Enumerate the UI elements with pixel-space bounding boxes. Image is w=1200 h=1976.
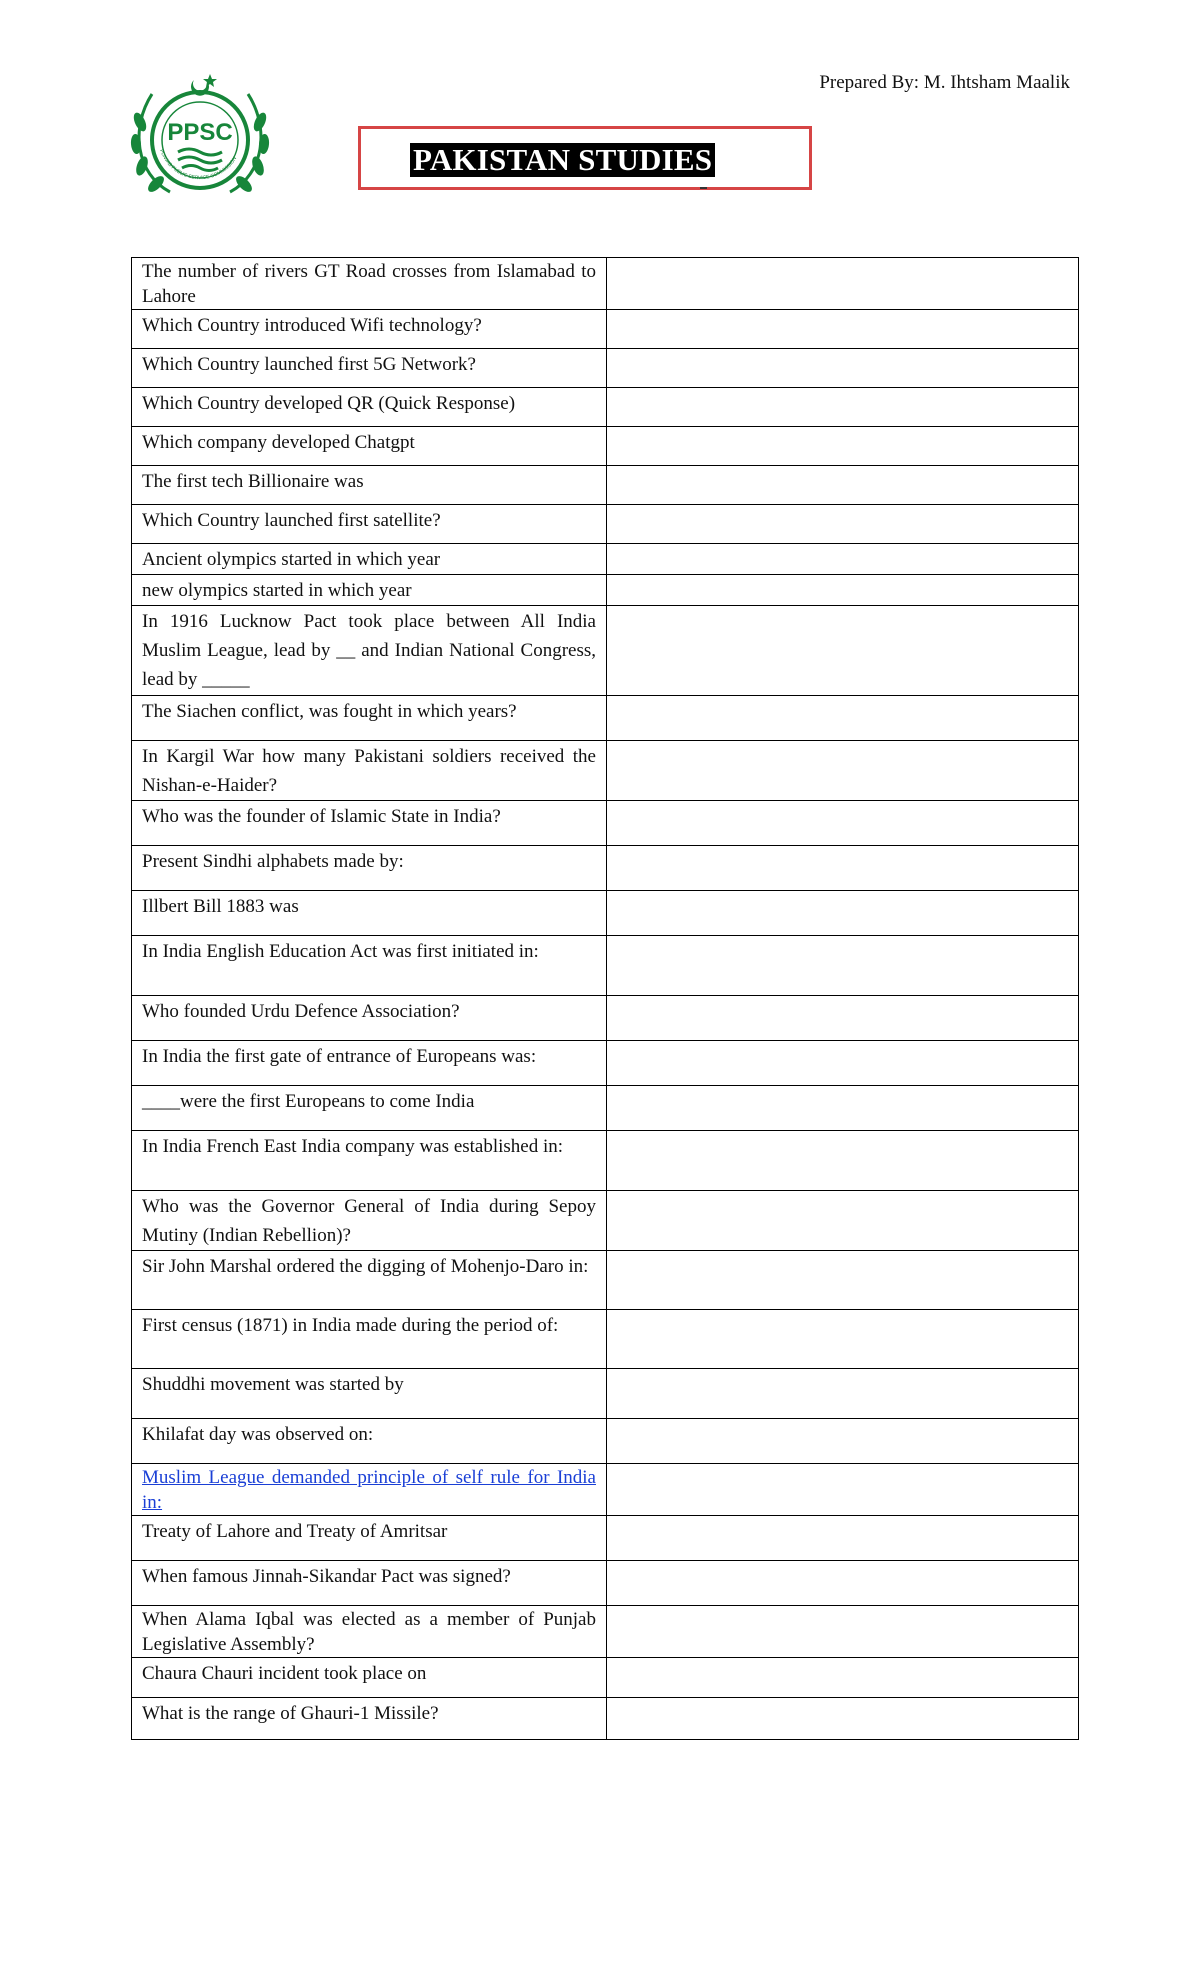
answer-cell[interactable]: [607, 1131, 1079, 1191]
table-row: [132, 427, 1079, 466]
answer-cell[interactable]: [607, 1191, 1079, 1251]
answer-cell[interactable]: [607, 1310, 1079, 1369]
question-cell: Ancient olympics started in which year: [132, 544, 607, 575]
question-cell: ____were the first Europeans to come India: [132, 1086, 607, 1131]
question-cell: Which Country launched first satellite?: [132, 505, 607, 544]
question-cell: When Alama Iqbal was elected as a member of Punjab Legislative Assembly?: [132, 1606, 607, 1658]
question-cell-link[interactable]: Muslim League demanded principle of self rule for India in:: [132, 1464, 607, 1516]
question-cell: The number of rivers GT Road crosses from Islamabad to Lahore: [132, 258, 607, 310]
answer-cell[interactable]: [607, 846, 1079, 891]
answer-cell[interactable]: [607, 258, 1079, 310]
table-row: [132, 1658, 1079, 1698]
table-row: [132, 1419, 1079, 1464]
question-cell: The first tech Billionaire was: [132, 466, 607, 505]
table-row: [132, 1191, 1079, 1251]
logo-ring-text: PUNJAB PUBLIC SERVICE COMMISSION: [158, 148, 239, 182]
answer-cell[interactable]: [607, 696, 1079, 741]
table-row: [132, 310, 1079, 349]
logo-text: PPSC: [167, 119, 233, 146]
answer-cell[interactable]: [607, 349, 1079, 388]
table-row: [132, 466, 1079, 505]
question-cell: Who was the founder of Islamic State in India?: [132, 801, 607, 846]
answer-cell[interactable]: [607, 466, 1079, 505]
page-title: PAKISTAN STUDIES: [410, 143, 715, 177]
table-row: [132, 891, 1079, 936]
question-cell: Present Sindhi alphabets made by:: [132, 846, 607, 891]
answer-cell[interactable]: [607, 1086, 1079, 1131]
logo-star: [203, 74, 217, 87]
question-cell: Who was the Governor General of India during Sepoy Mutiny (Indian Rebellion)?: [132, 1191, 607, 1251]
question-cell: Treaty of Lahore and Treaty of Amritsar: [132, 1516, 607, 1561]
question-cell: When famous Jinnah-Sikandar Pact was signed?: [132, 1561, 607, 1606]
answer-cell[interactable]: [607, 936, 1079, 996]
table-row: [132, 1086, 1079, 1131]
question-cell: Sir John Marshal ordered the digging of Mohenjo-Daro in:: [132, 1251, 607, 1310]
question-cell: new olympics started in which year: [132, 575, 607, 606]
table-row: [132, 258, 1079, 310]
questions-table: [131, 257, 1079, 1740]
question-cell: The Siachen conflict, was fought in which years?: [132, 696, 607, 741]
answer-cell[interactable]: [607, 1369, 1079, 1419]
table-row: [132, 388, 1079, 427]
ppsc-logo: [124, 70, 276, 202]
answer-cell[interactable]: [607, 1251, 1079, 1310]
answer-cell[interactable]: [607, 544, 1079, 575]
question-cell: Which Country developed QR (Quick Response): [132, 388, 607, 427]
table-row: [132, 544, 1079, 575]
answer-cell[interactable]: [607, 388, 1079, 427]
title-underline-mark: [700, 187, 707, 189]
question-cell: Shuddhi movement was started by: [132, 1369, 607, 1419]
answer-cell[interactable]: [607, 891, 1079, 936]
answer-cell[interactable]: [607, 801, 1079, 846]
question-cell: In 1916 Lucknow Pact took place between All India Muslim League, lead by __ and Indian National Congress, lead by _____: [132, 606, 607, 696]
answer-cell[interactable]: [607, 1606, 1079, 1658]
answer-cell[interactable]: [607, 1516, 1079, 1561]
table-row: [132, 349, 1079, 388]
table-row: [132, 696, 1079, 741]
answer-cell[interactable]: [607, 1464, 1079, 1516]
table-row: [132, 1464, 1079, 1516]
table-row: [132, 936, 1079, 996]
answer-cell[interactable]: [607, 1041, 1079, 1086]
table-row: [132, 1131, 1079, 1191]
answer-cell[interactable]: [607, 606, 1079, 696]
question-cell: In India the first gate of entrance of Europeans was:: [132, 1041, 607, 1086]
table-row: [132, 1698, 1079, 1740]
table-row: [132, 606, 1079, 696]
table-row: [132, 1561, 1079, 1606]
prepared-by-text: Prepared By: M. Ihtsham Maalik: [819, 72, 1070, 93]
answer-cell[interactable]: [607, 1658, 1079, 1698]
question-cell: What is the range of Ghauri-1 Missile?: [132, 1698, 607, 1740]
answer-cell[interactable]: [607, 1698, 1079, 1740]
table-row: [132, 1310, 1079, 1369]
table-row: [132, 1041, 1079, 1086]
table-row: [132, 996, 1079, 1041]
question-cell: Illbert Bill 1883 was: [132, 891, 607, 936]
table-row: [132, 1606, 1079, 1658]
table-row: [132, 1516, 1079, 1561]
answer-cell[interactable]: [607, 427, 1079, 466]
answer-cell[interactable]: [607, 505, 1079, 544]
question-cell: In India French East India company was established in:: [132, 1131, 607, 1191]
table-row: [132, 575, 1079, 606]
answer-cell[interactable]: [607, 310, 1079, 349]
question-cell: Which Country introduced Wifi technology?: [132, 310, 607, 349]
question-cell: In India English Education Act was first initiated in:: [132, 936, 607, 996]
question-cell: Who founded Urdu Defence Association?: [132, 996, 607, 1041]
table-row: [132, 846, 1079, 891]
answer-cell[interactable]: [607, 996, 1079, 1041]
table-row: [132, 741, 1079, 801]
question-cell: Khilafat day was observed on:: [132, 1419, 607, 1464]
question-cell: First census (1871) in India made during the period of:: [132, 1310, 607, 1369]
answer-cell[interactable]: [607, 741, 1079, 801]
table-row: [132, 1369, 1079, 1419]
table-row: [132, 801, 1079, 846]
question-cell: In Kargil War how many Pakistani soldiers received the Nishan-e-Haider?: [132, 741, 607, 801]
table-row: [132, 505, 1079, 544]
question-cell: Which company developed Chatgpt: [132, 427, 607, 466]
answer-cell[interactable]: [607, 1561, 1079, 1606]
question-cell: Chaura Chauri incident took place on: [132, 1658, 607, 1698]
table-row: [132, 1251, 1079, 1310]
question-cell: Which Country launched first 5G Network?: [132, 349, 607, 388]
answer-cell[interactable]: [607, 575, 1079, 606]
answer-cell[interactable]: [607, 1419, 1079, 1464]
